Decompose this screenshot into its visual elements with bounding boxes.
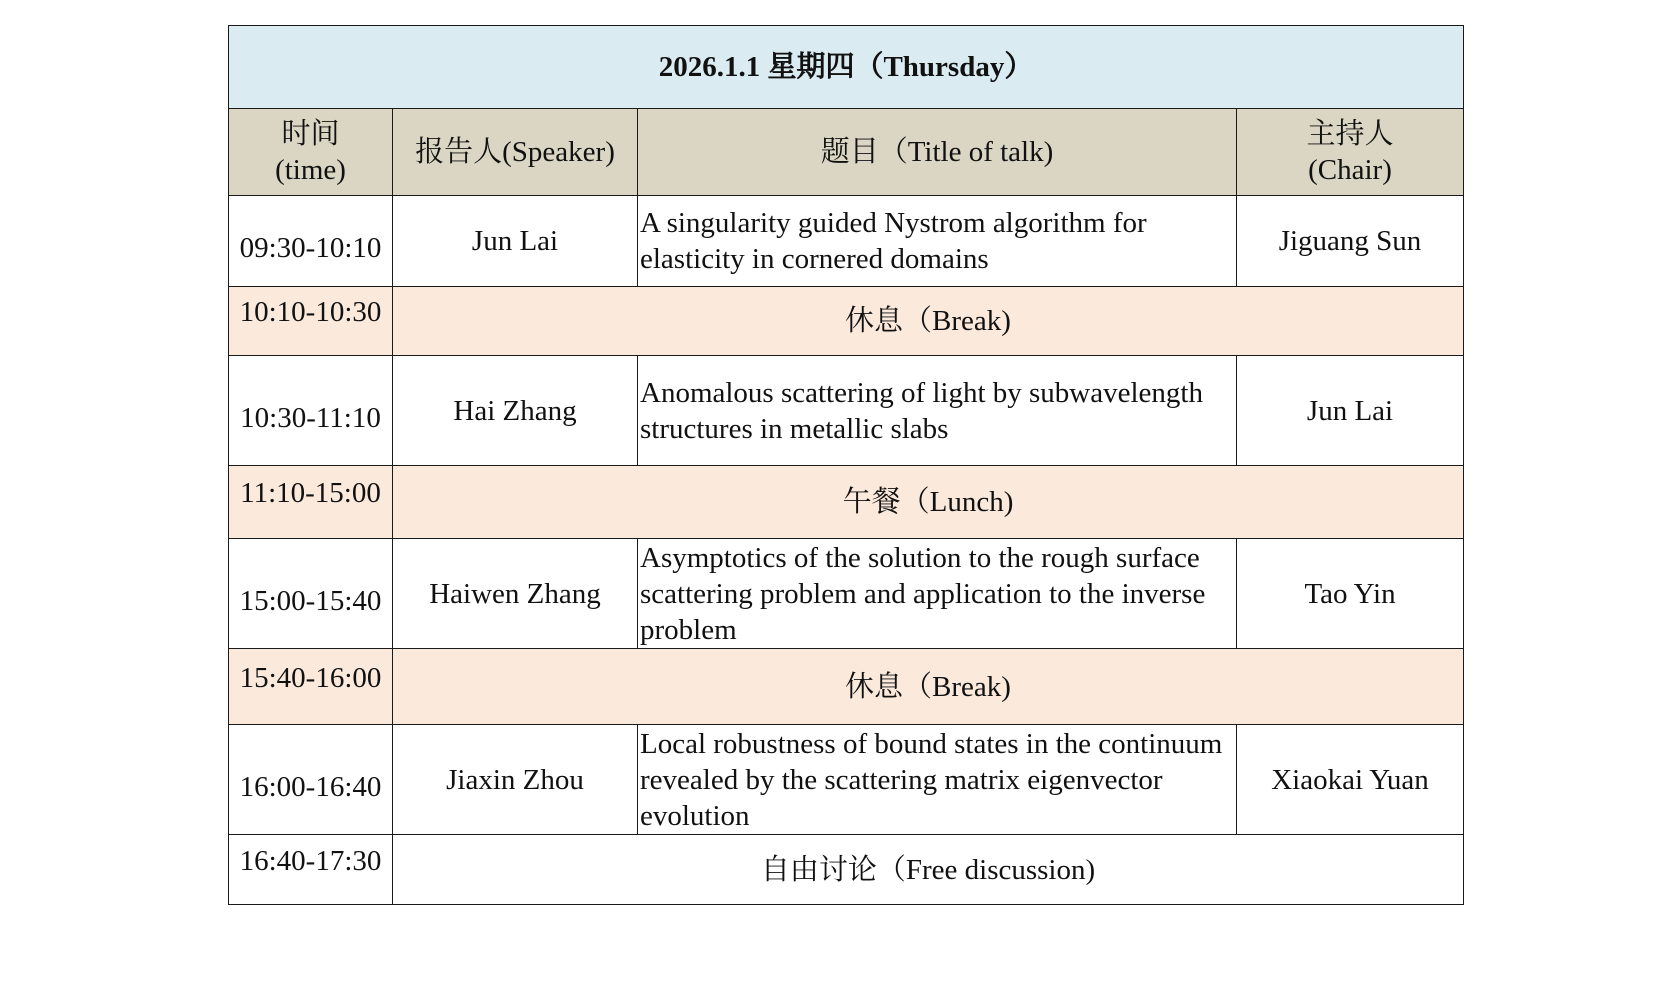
chair-cell: Jun Lai bbox=[1237, 356, 1464, 466]
time-cell: 15:40-16:00 bbox=[229, 649, 393, 725]
chair-header-en: (Chair) bbox=[1308, 154, 1392, 186]
table-row bbox=[229, 356, 1464, 466]
free-discussion-label bbox=[393, 835, 1464, 905]
chair-header-cn: 主持人 bbox=[1306, 118, 1394, 150]
column-header-time bbox=[229, 109, 393, 196]
talk-title-cell: Anomalous scattering of light by subwavelength structures in metallic slabs bbox=[638, 356, 1237, 466]
chair-cell: Xiaokai Yuan bbox=[1237, 725, 1464, 835]
lunch-label bbox=[393, 466, 1464, 539]
table-row-free-discussion bbox=[229, 835, 1464, 905]
time-cell: 16:00-16:40 bbox=[229, 725, 393, 835]
break-label bbox=[393, 287, 1464, 356]
talk-title-cell: A singularity guided Nystrom algorithm for elasticity in cornered domains bbox=[638, 196, 1237, 287]
time-header-cn: 时间 bbox=[281, 118, 340, 150]
table-row-break bbox=[229, 287, 1464, 356]
time-cell: 10:30-11:10 bbox=[229, 356, 393, 466]
time-cell: 11:10-15:00 bbox=[229, 466, 393, 539]
break-label-text: 休息（Break) bbox=[845, 305, 1011, 337]
column-header-chair bbox=[1237, 109, 1464, 196]
date-heading: 2026.1.1 星期四（Thursday） bbox=[229, 26, 1464, 109]
table-row bbox=[229, 196, 1464, 287]
time-cell: 16:40-17:30 bbox=[229, 835, 393, 905]
talk-title-cell: Local robustness of bound states in the continuum revealed by the scattering matrix eigenvector evolution bbox=[638, 725, 1237, 835]
break-label-text: 休息（Break) bbox=[845, 670, 1011, 703]
time-header-en: (time) bbox=[275, 154, 346, 186]
date-heading-row bbox=[229, 26, 1464, 109]
table-row-lunch bbox=[229, 466, 1464, 539]
free-discussion-label-text: 自由讨论（Free discussion) bbox=[760, 853, 1096, 886]
time-cell: 15:00-15:40 bbox=[229, 539, 393, 649]
chair-cell: Tao Yin bbox=[1237, 539, 1464, 649]
break-label bbox=[393, 649, 1464, 725]
column-header-title: 题目（Title of talk) bbox=[638, 109, 1237, 196]
speaker-cell: Jun Lai bbox=[393, 196, 638, 287]
column-header-speaker: 报告人(Speaker) bbox=[393, 109, 638, 196]
column-header-row bbox=[229, 109, 1464, 196]
talk-title-cell: Asymptotics of the solution to the rough surface scattering problem and application to the inverse problem bbox=[638, 539, 1237, 649]
table-row bbox=[229, 725, 1464, 835]
time-cell: 09:30-10:10 bbox=[229, 196, 393, 287]
chair-cell: Jiguang Sun bbox=[1237, 196, 1464, 287]
speaker-cell: Haiwen Zhang bbox=[393, 539, 638, 649]
lunch-label-text: 午餐（Lunch) bbox=[842, 486, 1014, 518]
speaker-cell: Hai Zhang bbox=[393, 356, 638, 466]
table-row-break bbox=[229, 649, 1464, 725]
time-cell: 10:10-10:30 bbox=[229, 287, 393, 356]
table-row bbox=[229, 539, 1464, 649]
speaker-cell: Jiaxin Zhou bbox=[393, 725, 638, 835]
schedule-table bbox=[228, 25, 1464, 905]
